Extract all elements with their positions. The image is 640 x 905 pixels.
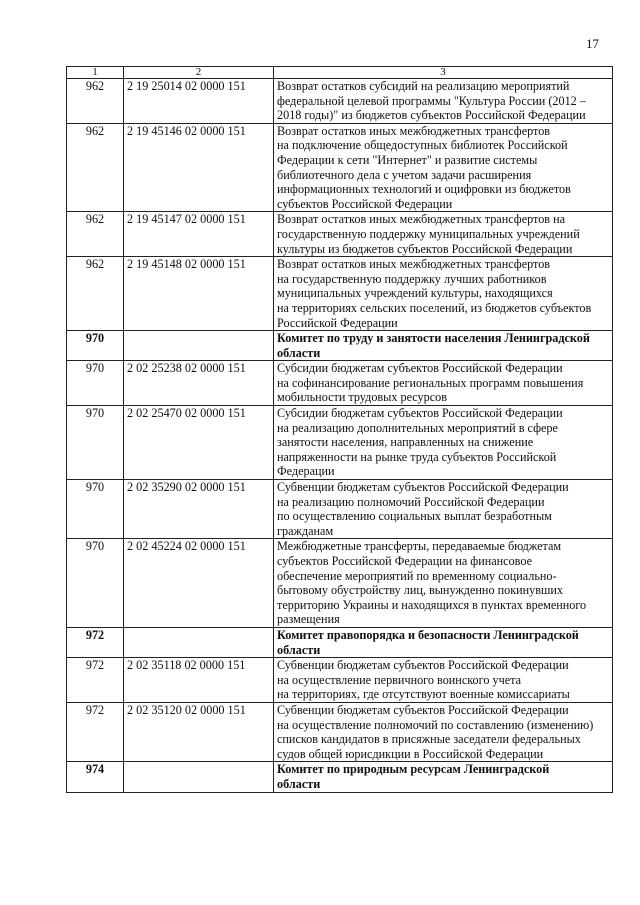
revenue-code-cell: 2 02 35120 02 0000 151 xyxy=(124,702,274,761)
name-line: Российской Федерации xyxy=(277,315,398,330)
revenue-code-cell: 2 02 35118 02 0000 151 xyxy=(124,658,274,703)
name-line: федеральной целевой программы "Культура России (2012 – xyxy=(277,93,586,108)
name-line: субъектов Российской Федерации xyxy=(277,196,453,211)
revenue-code-cell: 2 19 45146 02 0000 151 xyxy=(124,123,274,212)
name-line: списков кандидатов в присяжные заседатели федеральных xyxy=(277,732,581,747)
name-line: информационных технологий и оцифровки из бюджетов xyxy=(277,182,571,197)
revenue-name-cell xyxy=(274,406,613,480)
name-line: напряженности на рынке труда субъектов Российской xyxy=(277,449,557,464)
name-line: территорию Украины и находящихся в пунктах временного xyxy=(277,597,587,612)
table-row xyxy=(67,658,613,703)
name-line: занятости населения, направленных на снижение xyxy=(277,435,534,450)
name-line: Возврат остатков иных межбюджетных трансфертов xyxy=(277,257,551,272)
name-line: на осуществление первичного воинского учета xyxy=(277,672,521,687)
name-line: на территориях сельских поселений, из бюджетов субъектов xyxy=(277,300,592,315)
name-line: Комитет по труду и занятости населения Ленинградской xyxy=(277,331,590,346)
name-line: гражданам xyxy=(277,523,334,538)
table-row xyxy=(67,406,613,480)
revenue-name-cell xyxy=(274,627,613,657)
revenue-code-cell: 2 02 25470 02 0000 151 xyxy=(124,406,274,480)
name-line: муниципальных учреждений культуры, находящихся xyxy=(277,286,553,301)
name-line: на подключение общедоступных библиотек Российской xyxy=(277,138,568,153)
name-line: Субвенции бюджетам субъектов Российской Федерации xyxy=(277,702,569,717)
revenue-name-cell xyxy=(274,331,613,361)
revenue-name-cell xyxy=(274,658,613,703)
admin-code-cell: 974 xyxy=(67,762,124,792)
table-row xyxy=(67,361,613,406)
name-line: на осуществление полномочий по составлению (изменению) xyxy=(277,717,594,732)
name-line: Возврат остатков субсидий на реализацию мероприятий xyxy=(277,79,570,93)
name-line: области xyxy=(277,345,321,360)
admin-code-cell: 970 xyxy=(67,539,124,628)
budget-classification-table xyxy=(66,66,613,793)
name-line: по осуществлению социальных выплат безработным xyxy=(277,509,552,524)
revenue-code-cell: 2 02 35290 02 0000 151 xyxy=(124,480,274,539)
revenue-code-cell: 2 02 45224 02 0000 151 xyxy=(124,539,274,628)
revenue-code-cell: 2 19 45147 02 0000 151 xyxy=(124,212,274,257)
admin-code-cell: 970 xyxy=(67,361,124,406)
admin-code-cell: 962 xyxy=(67,257,124,331)
header-col-2: 2 xyxy=(124,67,274,79)
name-line: библиотечного дела с учетом задачи расширения xyxy=(277,167,532,182)
name-line: Комитет по природным ресурсам Ленинградской xyxy=(277,762,550,777)
table-row xyxy=(67,539,613,628)
name-line: государственную поддержку муниципальных учреждений xyxy=(277,226,580,241)
name-line: обеспечение мероприятий по временному социально- xyxy=(277,568,557,583)
name-line: на реализацию полномочий Российской Федерации xyxy=(277,494,545,509)
revenue-code-cell: 2 02 25238 02 0000 151 xyxy=(124,361,274,406)
revenue-code-cell xyxy=(124,331,274,361)
revenue-name-cell xyxy=(274,762,613,792)
admin-code-cell: 962 xyxy=(67,79,124,124)
name-line: Федерации xyxy=(277,464,335,479)
table-row xyxy=(67,257,613,331)
name-line: мобильности трудовых ресурсов xyxy=(277,390,448,405)
admin-code-cell: 972 xyxy=(67,658,124,703)
header-col-3: 3 xyxy=(274,67,613,79)
revenue-code-cell xyxy=(124,627,274,657)
revenue-name-cell xyxy=(274,539,613,628)
name-line: Комитет правопорядка и безопасности Ленинградской xyxy=(277,627,579,642)
revenue-name-cell xyxy=(274,702,613,761)
name-line: размещения xyxy=(277,612,340,627)
name-line: 2018 годы)" из бюджетов субъектов Российской Федерации xyxy=(277,108,586,123)
section-heading-row xyxy=(67,627,613,657)
admin-code-cell: 970 xyxy=(67,480,124,539)
name-line: Возврат остатков иных межбюджетных трансфертов xyxy=(277,123,551,138)
table-row xyxy=(67,79,613,124)
table-row xyxy=(67,123,613,212)
name-line: на территориях, где отсутствуют военные комиссариаты xyxy=(277,687,570,702)
section-heading-row xyxy=(67,762,613,792)
table-row xyxy=(67,480,613,539)
name-line: Федерации к сети "Интернет" и развитие системы xyxy=(277,152,538,167)
revenue-name-cell xyxy=(274,361,613,406)
name-line: Субвенции бюджетам субъектов Российской Федерации xyxy=(277,480,569,495)
revenue-name-cell xyxy=(274,212,613,257)
admin-code-cell: 972 xyxy=(67,627,124,657)
name-line: на софинансирование региональных программ повышения xyxy=(277,375,584,390)
name-line: культуры из бюджетов субъектов Российской Федерации xyxy=(277,241,573,256)
section-heading-row xyxy=(67,331,613,361)
table-row xyxy=(67,212,613,257)
name-line: субъектов Российской Федерации на финансовое xyxy=(277,554,533,568)
revenue-name-cell xyxy=(274,123,613,212)
name-line: Межбюджетные трансферты, передаваемые бюджетам xyxy=(277,539,562,554)
name-line: области xyxy=(277,642,321,657)
admin-code-cell: 972 xyxy=(67,702,124,761)
revenue-name-cell xyxy=(274,79,613,124)
revenue-name-cell xyxy=(274,480,613,539)
name-line: Возврат остатков иных межбюджетных трансфертов на xyxy=(277,212,566,227)
name-line: на реализацию дополнительных мероприятий в сфере xyxy=(277,420,558,435)
page-number: 17 xyxy=(586,36,599,51)
name-line: области xyxy=(277,776,321,791)
table-body xyxy=(67,79,613,793)
revenue-name-cell xyxy=(274,257,613,331)
table-header-row xyxy=(67,67,613,79)
name-line: Субсидии бюджетам субъектов Российской Федерации xyxy=(277,406,563,421)
table-row xyxy=(67,702,613,761)
admin-code-cell: 962 xyxy=(67,123,124,212)
name-line: Субвенции бюджетам субъектов Российской Федерации xyxy=(277,658,569,673)
revenue-code-cell xyxy=(124,762,274,792)
admin-code-cell: 970 xyxy=(67,406,124,480)
name-line: на государственную поддержку лучших работников xyxy=(277,271,547,286)
revenue-code-cell: 2 19 45148 02 0000 151 xyxy=(124,257,274,331)
name-line: бытовому обустройству лиц, вынужденно покинувших xyxy=(277,583,564,598)
name-line: судов общей юрисдикции в Российской Федерации xyxy=(277,746,544,761)
revenue-code-cell: 2 19 25014 02 0000 151 xyxy=(124,79,274,124)
admin-code-cell: 962 xyxy=(67,212,124,257)
admin-code-cell: 970 xyxy=(67,331,124,361)
name-line: Субсидии бюджетам субъектов Российской Федерации xyxy=(277,361,563,376)
header-col-1: 1 xyxy=(67,67,124,79)
